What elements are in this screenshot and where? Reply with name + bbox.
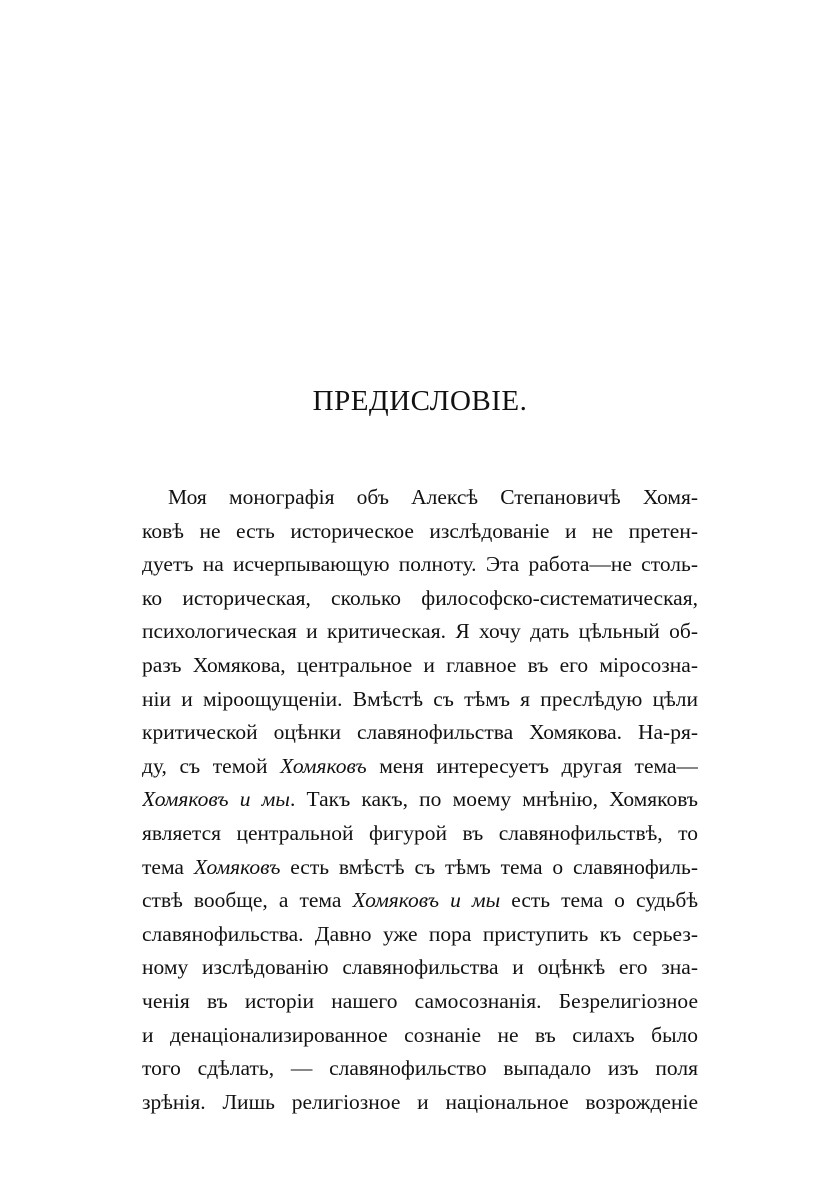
text-line xyxy=(142,515,698,549)
text-segment: меня интересуетъ другая тема— xyxy=(366,753,698,778)
text-segment: ствѣ вообще, а тема xyxy=(142,888,353,913)
text-segment: тема xyxy=(142,854,194,879)
text-line xyxy=(142,481,698,515)
text-segment: является центральной фигурой въ славянофильствѣ, то xyxy=(142,820,698,845)
italic-text: Хомяковъ и мы xyxy=(142,787,290,812)
text-segment: есть тема о судьбѣ xyxy=(500,888,698,913)
text-line xyxy=(142,1052,698,1086)
text-segment: славянофильства. Давно уже пора приступить къ серьез- xyxy=(142,921,698,946)
text-line xyxy=(142,750,698,784)
text-line xyxy=(142,918,698,952)
text-segment: ковѣ не есть историческое изслѣдованіе и не претен- xyxy=(142,518,698,543)
italic-text: Хомяковъ xyxy=(193,854,281,879)
text-segment: есть вмѣстѣ съ тѣмъ тема о славянофиль- xyxy=(280,854,698,879)
text-line xyxy=(142,884,698,918)
italic-text: Хомяковъ xyxy=(280,753,367,778)
preface-paragraph xyxy=(142,481,698,1119)
text-segment: того сдѣлать, — славянофильство выпадало изъ поля xyxy=(142,1056,698,1081)
italic-text: Хомяковъ и мы xyxy=(352,888,501,913)
text-line xyxy=(142,683,698,717)
text-line xyxy=(142,951,698,985)
text-line xyxy=(142,582,698,616)
text-line xyxy=(142,1019,698,1053)
text-segment: дуетъ на исчерпывающую полноту. Эта работа—не столь- xyxy=(142,552,698,577)
text-segment: психологическая и критическая. Я хочу дать цѣльный об- xyxy=(142,619,698,644)
text-segment: зрѣнія. Лишь религіозное и національное возрожденіе xyxy=(142,1089,698,1114)
text-segment: . Такъ какъ, по моему мнѣнію, Хомяковъ xyxy=(289,787,698,812)
text-line xyxy=(142,615,698,649)
text-segment: ному изслѣдованію славянофильства и оцѣнкѣ его зна- xyxy=(142,955,698,980)
text-segment: ніи и міроощущеніи. Вмѣстѣ съ тѣмъ я преслѣдую цѣли xyxy=(142,686,698,711)
text-line xyxy=(142,817,698,851)
text-line xyxy=(142,548,698,582)
text-segment: ду, съ темой xyxy=(142,753,281,778)
page-title: ПРЕДИСЛОВІЕ. xyxy=(312,385,528,417)
text-line xyxy=(142,985,698,1019)
text-segment: ченія въ исторіи нашего самосознанія. Безрелигіозное xyxy=(142,988,698,1013)
text-segment: разъ Хомякова, центральное и главное въ его міросозна- xyxy=(142,652,698,677)
text-segment: критической оцѣнки славянофильства Хомякова. На-ря- xyxy=(142,720,698,745)
text-line xyxy=(142,1086,698,1120)
text-line xyxy=(142,649,698,683)
text-line xyxy=(142,716,698,750)
text-line xyxy=(142,783,698,817)
text-segment: ко историческая, сколько философско-систематическая, xyxy=(142,585,698,610)
text-line xyxy=(142,851,698,885)
text-segment: Моя монографія объ Алексѣ Степановичѣ Хомя- xyxy=(168,485,698,509)
text-segment: и денаціонализированное сознаніе не въ силахъ было xyxy=(142,1022,698,1047)
